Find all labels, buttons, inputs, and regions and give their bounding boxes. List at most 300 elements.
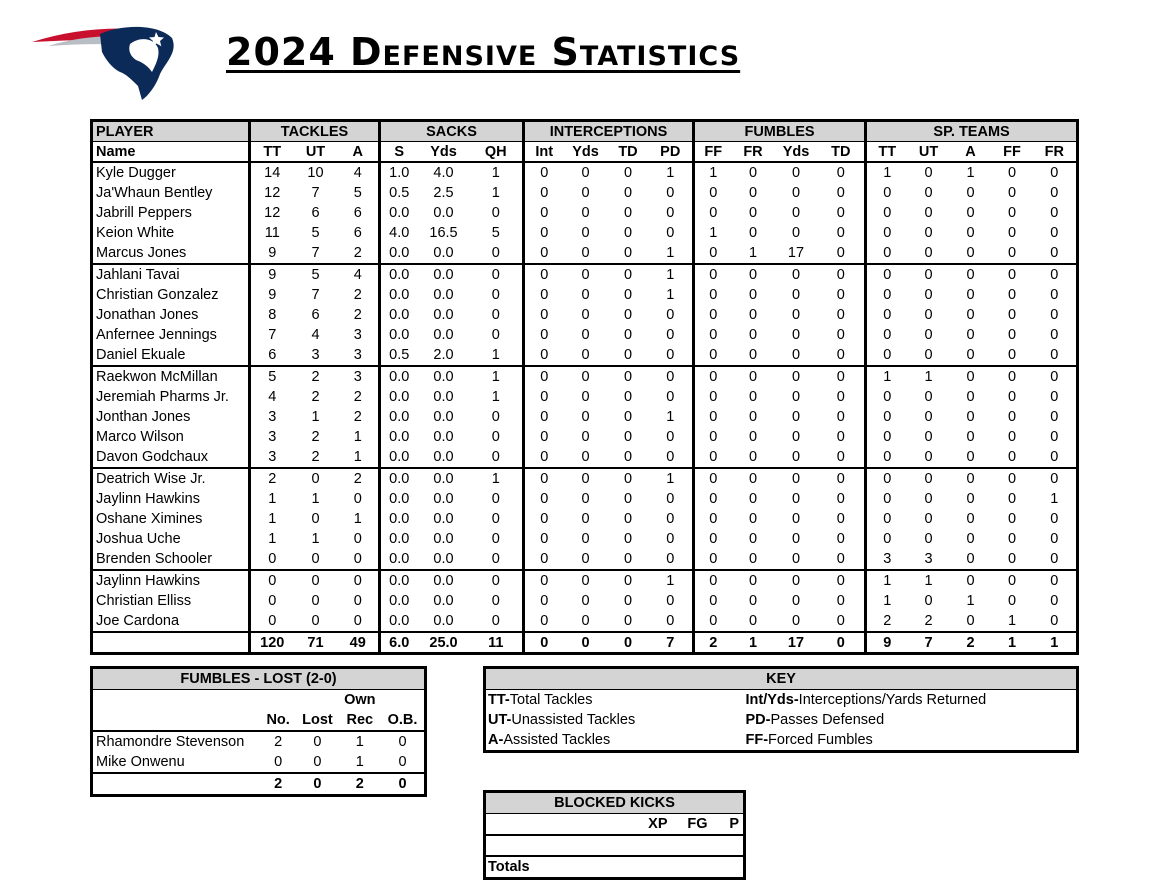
column-header: A (950, 142, 992, 163)
stat-cell: 0 (818, 243, 866, 264)
stat-cell: 0 (1007, 593, 1017, 609)
group-header-3: FUMBLES (694, 121, 866, 142)
stat-cell: 0 (775, 549, 818, 570)
column-header: Int (524, 142, 564, 163)
stat-cell: 0 (524, 591, 564, 611)
stat-cell: 0 (564, 447, 608, 468)
stat-cell: 0 (564, 345, 608, 366)
stat-cell: 0.0 (380, 447, 418, 468)
table-row (92, 305, 1078, 325)
key-table (483, 666, 1079, 753)
player-name: Kyle Dugger (96, 165, 176, 181)
stat-cell: 0 (748, 307, 758, 323)
stat-cell: 0 (491, 327, 500, 343)
stat-cell: 0 (966, 369, 975, 385)
stat-cell: 0 (666, 593, 675, 609)
stat-cell: 0 (666, 389, 675, 405)
stat-cell: 1 (694, 162, 732, 183)
stat-cell: 0 (311, 471, 320, 487)
table-row (92, 611, 1078, 632)
stat-cell: 0 (294, 549, 338, 570)
stat-cell: 3 (250, 427, 294, 447)
key-text: Assisted Tackles (503, 732, 611, 748)
stat-cell: 0 (1007, 531, 1017, 547)
table-row (92, 407, 1078, 427)
stat-cell: 1 (353, 429, 362, 445)
column-header: FR (732, 142, 775, 163)
total-cell: 0 (564, 632, 608, 654)
stat-cell: 0 (694, 529, 732, 549)
stat-cell: 0.0 (380, 264, 418, 285)
total-cell: 17 (775, 632, 818, 654)
stat-cell: 0 (311, 573, 320, 589)
stat-cell: 0 (924, 511, 933, 527)
stat-cell: 1 (1007, 613, 1017, 629)
stat-cell: 0 (666, 429, 675, 445)
stat-cell: 0 (491, 267, 500, 283)
stat-cell: 0 (1050, 471, 1059, 487)
stat-cell: 0 (694, 447, 732, 468)
column-header: Rec (339, 710, 381, 731)
stat-cell: 1 (338, 447, 380, 468)
stat-cell: 0 (623, 165, 633, 181)
stat-cell: 0 (866, 489, 908, 509)
stat-cell: 0 (866, 203, 908, 223)
stat-cell: 0 (791, 327, 801, 343)
stat-cell: 0 (836, 429, 845, 445)
stat-cell: 0 (924, 531, 933, 547)
stat-cell: 0 (524, 203, 564, 223)
column-header: FG (672, 814, 712, 836)
stat-cell: 0 (791, 369, 801, 385)
stat-cell: 1 (311, 491, 320, 507)
stat-cell: 0 (581, 287, 590, 303)
stat-cell: 0 (694, 305, 732, 325)
stat-cell: 0 (338, 549, 380, 570)
stat-cell: 0 (966, 491, 975, 507)
stat-cell: 0 (524, 183, 564, 203)
stat-cell: 0.0 (380, 468, 418, 489)
stat-cell: 0 (791, 225, 801, 241)
stat-cell: 0 (748, 267, 758, 283)
total-cell (92, 632, 250, 654)
table-row (92, 549, 1078, 570)
stat-cell: 0 (924, 327, 933, 343)
stat-cell: 0 (524, 162, 564, 183)
stat-cell: 0 (623, 225, 633, 241)
stat-cell: 0.0 (418, 243, 470, 264)
stat-cell: 0 (908, 243, 950, 264)
key-row (485, 730, 1078, 752)
stat-cell: 1 (491, 471, 500, 487)
key-abbr: PD- (745, 712, 771, 728)
player-name: Marcus Jones (92, 243, 250, 264)
stat-cell: 1 (666, 573, 675, 589)
stat-cell: 0 (649, 447, 694, 468)
stat-cell: 0 (1033, 549, 1078, 570)
player-name: Oshane Ximines (96, 511, 203, 527)
stat-cell: 1 (311, 409, 320, 425)
stat-cell: 0 (836, 593, 845, 609)
key-item (744, 690, 1078, 711)
stat-cell: 0 (1007, 225, 1017, 241)
stat-cell: 0 (966, 429, 975, 445)
stat-cell: 0 (694, 183, 732, 203)
stat-cell: 0 (524, 549, 564, 570)
stat-cell: 0 (524, 468, 564, 489)
stat-cell: 0 (992, 243, 1033, 264)
stat-cell: 0 (924, 225, 933, 241)
stat-cell: 0 (866, 407, 908, 427)
stat-cell: 0 (992, 447, 1033, 468)
column-header: TT (250, 142, 294, 163)
column-header: Name (92, 142, 250, 163)
stat-cell: 1 (353, 511, 362, 527)
stat-cell: 0 (581, 369, 590, 385)
stat-cell: 0.0 (433, 593, 454, 609)
stat-cell: 0 (836, 471, 845, 487)
stat-cell: 0.5 (380, 345, 418, 366)
column-header (260, 690, 296, 711)
stat-cell: 0 (791, 593, 801, 609)
patriots-logo-icon (30, 22, 176, 102)
stat-cell: 2 (353, 287, 362, 303)
stat-cell: 0 (924, 287, 933, 303)
stat-cell: 0 (748, 369, 758, 385)
stat-cell: 0 (1007, 165, 1017, 181)
stat-cell: 0 (924, 471, 933, 487)
stat-cell: 0.0 (433, 511, 454, 527)
totals-row (485, 856, 745, 879)
stat-cell: 0 (524, 570, 564, 591)
stat-cell: 0 (950, 549, 992, 570)
stat-cell: 3 (353, 327, 362, 343)
stat-cell: 0 (966, 511, 975, 527)
table-row (92, 223, 1078, 243)
total-cell: 71 (294, 632, 338, 654)
player-name: Joshua Uche (96, 531, 181, 547)
stat-cell: 0 (623, 185, 633, 201)
stat-cell: 11 (250, 223, 294, 243)
group-header-2: INTERCEPTIONS (524, 121, 694, 142)
column-header: TD (608, 142, 649, 163)
stat-cell: 0 (1050, 267, 1059, 283)
stat-cell: 0 (1050, 409, 1059, 425)
stat-cell: 1 (355, 734, 364, 750)
stat-cell: 0 (1007, 307, 1017, 323)
stat-cell: 0 (791, 409, 801, 425)
table-row (92, 731, 426, 752)
totals-row (92, 773, 426, 796)
stat-cell: 0 (694, 243, 732, 264)
stat-cell: 0 (524, 447, 564, 468)
column-header: No. (260, 710, 296, 731)
stat-cell: 5 (311, 267, 320, 283)
stat-cell: 0.0 (380, 407, 418, 427)
stat-cell: 3 (353, 369, 362, 385)
stat-cell: 0 (524, 529, 564, 549)
total-cell (92, 773, 260, 796)
total-cell: 120 (250, 632, 294, 654)
stat-cell: 0 (966, 267, 975, 283)
stat-cell: 0 (818, 447, 866, 468)
stat-cell: 0 (908, 447, 950, 468)
stat-cell: 2 (353, 409, 362, 425)
stat-cell: 0 (791, 429, 801, 445)
stat-cell: 0 (694, 570, 732, 591)
blocked-kicks-empty-row (485, 835, 745, 856)
stat-cell: 0 (836, 511, 845, 527)
defensive-stats-table (90, 119, 1079, 655)
column-header: UT (908, 142, 950, 163)
stat-cell: 0 (491, 573, 500, 589)
stat-cell: 0 (608, 447, 649, 468)
stat-cell: 0 (1050, 593, 1059, 609)
stat-cell: 2 (311, 389, 320, 405)
stat-cell: 0 (524, 264, 564, 285)
stat-cell: 0 (1007, 491, 1017, 507)
totals-row (92, 632, 1078, 654)
stat-cell: 0 (791, 531, 801, 547)
total-cell: 0 (524, 632, 564, 654)
stat-cell: 0 (924, 409, 933, 425)
stat-cell: 2 (274, 734, 283, 750)
stat-cell: 0 (623, 307, 633, 323)
stat-cell: 0 (313, 754, 322, 770)
key-row (485, 710, 1078, 730)
stat-cell: 5 (250, 366, 294, 387)
column-header: Own (344, 692, 376, 708)
stat-cell: 0 (836, 307, 845, 323)
stat-cell: 0 (866, 285, 908, 305)
stat-cell: 0 (1050, 205, 1059, 221)
stat-cell: 0 (791, 491, 801, 507)
stat-cell: 0 (866, 223, 908, 243)
column-header (296, 690, 338, 711)
stat-cell: 0 (966, 225, 975, 241)
stat-cell: 4.0 (380, 223, 418, 243)
stat-cell: 0.0 (433, 409, 454, 425)
stat-cell: 0.0 (380, 243, 418, 264)
stat-cell: 0 (608, 549, 649, 570)
stat-cell: 0 (748, 471, 758, 487)
stat-cell: 0 (748, 165, 758, 181)
stat-cell: 0.0 (380, 591, 418, 611)
stat-cell: 0 (623, 531, 633, 547)
key-item (485, 690, 744, 711)
total-cell: 2 (339, 773, 381, 796)
stat-cell: 0 (836, 573, 845, 589)
stat-cell: 0.0 (380, 509, 418, 529)
stat-cell: 0 (775, 345, 818, 366)
stat-cell: 2 (311, 429, 320, 445)
column-header: S (380, 142, 418, 163)
stat-cell: 0 (836, 491, 845, 507)
stat-cell: 7 (311, 185, 320, 201)
blocked-kicks-title: BLOCKED KICKS (485, 792, 745, 814)
fumbles-header (92, 710, 426, 731)
stat-cell: 0.0 (433, 429, 454, 445)
key-abbr: TT- (488, 692, 510, 708)
stat-cell: 0 (581, 429, 590, 445)
stat-cell: 0 (836, 409, 845, 425)
total-cell: 1 (1033, 632, 1078, 654)
player-name: Jeremiah Pharms Jr. (96, 389, 229, 405)
stat-cell: 0 (1007, 471, 1017, 487)
stat-cell: 0.0 (433, 287, 454, 303)
stat-cell: 0 (836, 225, 845, 241)
stat-cell: 3 (866, 549, 908, 570)
stat-cell: 1 (866, 366, 908, 387)
stat-cell: 0 (1050, 369, 1059, 385)
table-row (92, 325, 1078, 345)
stat-cell: 1 (966, 165, 975, 181)
stat-cell: 0.0 (433, 205, 454, 221)
stat-cell: 1 (666, 471, 675, 487)
stat-cell: 0 (1007, 185, 1017, 201)
key-text: Forced Fumbles (768, 732, 873, 748)
stat-cell: 7 (250, 325, 294, 345)
stat-cell: 0.0 (380, 489, 418, 509)
group-header-row (92, 121, 1078, 142)
stat-cell: 0.0 (433, 389, 454, 405)
stat-cell: 0 (866, 427, 908, 447)
stat-cell: 0 (791, 185, 801, 201)
column-header: TD (818, 142, 866, 163)
total-cell: 7 (908, 632, 950, 654)
key-abbr: UT- (488, 712, 512, 728)
stat-cell: 0 (966, 409, 975, 425)
stat-cell: 2 (353, 471, 362, 487)
stat-cell: 0 (836, 287, 845, 303)
player-name: Raekwon McMillan (96, 369, 218, 385)
stat-cell: 0 (866, 305, 908, 325)
stat-cell: 0 (1007, 511, 1017, 527)
stat-cell: 12 (250, 183, 294, 203)
stat-cell: 0 (666, 491, 675, 507)
stat-cell: 0 (791, 287, 801, 303)
stat-cell: 0 (791, 471, 801, 487)
total-cell: 0 (296, 773, 338, 796)
stat-cell: 6 (311, 205, 320, 221)
key-abbr: A- (488, 732, 504, 748)
stat-cell: 0 (666, 531, 675, 547)
stat-cell: 0 (470, 549, 524, 570)
stat-cell: 14 (250, 162, 294, 183)
table-row (92, 345, 1078, 366)
stat-cell: 0 (966, 307, 975, 323)
stat-cell: 3 (294, 345, 338, 366)
stat-cell: 4 (353, 267, 362, 283)
column-header: FF (992, 142, 1033, 163)
stat-cell: 0 (1007, 409, 1017, 425)
table-row (92, 427, 1078, 447)
stat-cell: 4 (353, 165, 362, 181)
stat-cell: 0 (623, 267, 633, 283)
stat-cell: 0 (818, 549, 866, 570)
key-text: Unassisted Tackles (511, 712, 636, 728)
stat-cell: 0.0 (433, 267, 454, 283)
stat-cell: 0 (311, 511, 320, 527)
stat-cell: 0 (694, 387, 732, 407)
stat-cell: 0 (581, 389, 590, 405)
stat-cell: 0 (1007, 287, 1017, 303)
stat-cell: 1 (666, 409, 675, 425)
stat-cell: 0 (581, 491, 590, 507)
stat-cell: 0 (836, 267, 845, 283)
stat-cell: 0 (818, 345, 866, 366)
stat-cell: 1 (666, 287, 675, 303)
stat-cell: 7 (294, 243, 338, 264)
stat-cell: 0 (966, 287, 975, 303)
total-cell: 2 (260, 773, 296, 796)
stat-cell: 0 (732, 345, 775, 366)
stat-cell: 0 (524, 509, 564, 529)
stat-cell: 0 (524, 285, 564, 305)
stat-cell: 0 (694, 549, 732, 570)
column-header: Yds (418, 142, 470, 163)
total-cell: 7 (649, 632, 694, 654)
table-row (92, 387, 1078, 407)
stat-cell: 0 (250, 591, 294, 611)
stat-cell: 1 (666, 165, 675, 181)
blocked-kicks-header (485, 814, 745, 836)
stat-cell: 0 (924, 389, 933, 405)
total-cell: 0 (381, 773, 426, 796)
stat-cell: 0 (966, 327, 975, 343)
stat-cell: 0 (1050, 511, 1059, 527)
stat-cell: 0 (250, 570, 294, 591)
stat-cell: 12 (250, 203, 294, 223)
stat-cell: 0 (1033, 345, 1078, 366)
total-cell: 9 (866, 632, 908, 654)
stat-cell: 0 (581, 267, 590, 283)
stat-cell: 0 (866, 325, 908, 345)
stat-cell: 0 (666, 511, 675, 527)
column-header: Yds (564, 142, 608, 163)
player-name: Jonthan Jones (96, 409, 191, 425)
stat-cell: 0 (524, 243, 564, 264)
column-header (92, 690, 260, 711)
player-name: Jahlani Tavai (96, 267, 180, 283)
stat-cell: 5 (311, 225, 320, 241)
stat-cell: 6 (353, 205, 362, 221)
key-item (744, 730, 1078, 752)
stat-cell: 2 (924, 613, 933, 629)
stat-cell: 0 (491, 531, 500, 547)
stat-cell: 0 (623, 491, 633, 507)
table-row (92, 468, 1078, 489)
table-row (92, 591, 1078, 611)
column-header: A (338, 142, 380, 163)
player-name: Christian Elliss (96, 593, 192, 609)
player-name: Keion White (96, 225, 175, 241)
stat-cell: 0 (836, 369, 845, 385)
stat-cell: 0 (313, 734, 322, 750)
stat-cell: 17 (775, 243, 818, 264)
stat-cell: 0 (581, 573, 590, 589)
player-name: Jabrill Peppers (96, 205, 192, 221)
stat-cell: 0.0 (433, 531, 454, 547)
stat-cell: 0 (732, 447, 775, 468)
stat-cell: 0 (524, 611, 564, 632)
stat-cell: 0 (623, 471, 633, 487)
stat-cell: 8 (250, 305, 294, 325)
stat-cell: 0 (866, 243, 908, 264)
stat-cell: 0 (666, 205, 675, 221)
stat-cell: 0 (491, 491, 500, 507)
column-header: XP (627, 814, 672, 836)
